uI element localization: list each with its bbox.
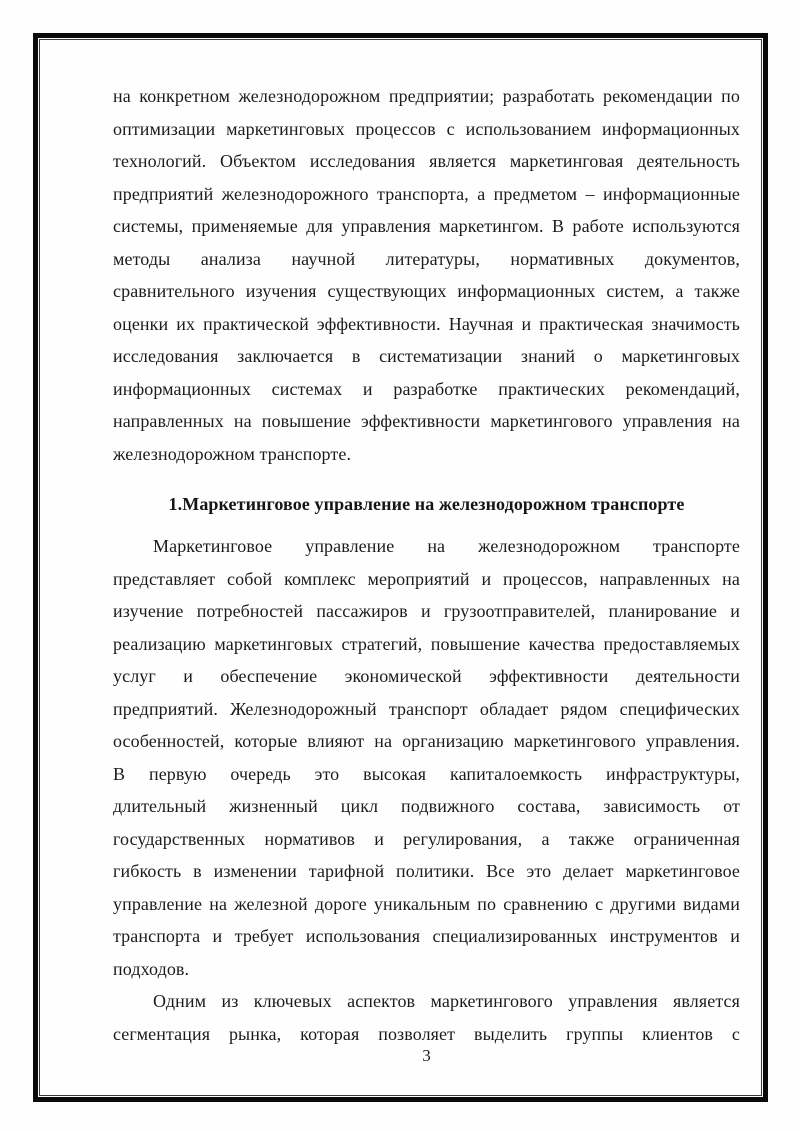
text-line: изучение потребностей пассажиров и грузоотправителей, планирование и — [113, 601, 740, 621]
text-line: представляет собой комплекс мероприятий и процессов, направленных на — [113, 568, 740, 589]
section-heading: 1.Маркетинговое управление на железнодорожном транспорте — [168, 494, 685, 514]
text-line: услуг и обеспечение экономической эффективности деятельности — [113, 666, 740, 686]
text-line: технологий. Объектом исследования является маркетинговая деятельность — [113, 151, 740, 171]
text-line: В первую очередь это высокая капиталоемкость инфраструктуры, — [113, 763, 740, 784]
text-line: методы анализа научной литературы, нормативных документов, — [113, 248, 740, 269]
page-number: 3 — [422, 1046, 431, 1065]
paragraph — [113, 80, 740, 470]
text-line: оптимизации маркетинговых процессов с использованием информационных — [113, 118, 740, 139]
text-line: гибкость в изменении тарифной политики. Все это делает маркетинговое — [113, 861, 740, 881]
text-line: сегментация рынка, которая позволяет выделить группы клиентов с — [113, 1023, 740, 1044]
text-line: особенностей, которые влияют на организацию маркетингового управления. — [113, 731, 740, 751]
text-line: оценки их практической эффективности. Научная и практическая значимость — [113, 313, 740, 334]
text-line: транспорта и требует использования специализированных инструментов и — [113, 926, 740, 946]
text-line: на конкретном железнодорожном предприятии; разработать рекомендации по — [113, 86, 740, 106]
text-line: предприятий железнодорожного транспорта, а предметом – информационные — [113, 183, 740, 204]
paragraph — [113, 985, 740, 1050]
text-line: исследования заключается в систематизации знаний о маркетинговых — [113, 346, 740, 366]
text-line: железнодорожном транспорте. — [113, 443, 352, 464]
text-content-area — [113, 80, 740, 1050]
text-line: информационных системах и разработке практических рекомендаций, — [113, 378, 740, 399]
text-line: системы, применяемые для управления маркетингом. В работе используются — [113, 216, 740, 236]
text-line: длительный жизненный цикл подвижного состава, зависимость от — [113, 796, 740, 816]
text-line: Одним из ключевых аспектов маркетингового управления является — [153, 991, 740, 1011]
text-line: государственных нормативов и регулирования, а также ограниченная — [113, 828, 740, 849]
paragraph — [113, 530, 740, 985]
text-line: подходов. — [113, 958, 190, 979]
text-line: управление на железной дороге уникальным по сравнению с другими видами — [113, 893, 740, 914]
text-line: Маркетинговое управление на железнодорожном транспорте — [153, 536, 740, 556]
text-line: реализацию маркетинговых стратегий, повышение качества предоставляемых — [113, 633, 740, 654]
text-line: предприятий. Железнодорожный транспорт обладает рядом специфических — [113, 698, 740, 719]
text-line: сравнительного изучения существующих информационных систем, а также — [113, 281, 740, 301]
text-line: направленных на повышение эффективности маркетингового управления на — [113, 411, 740, 431]
